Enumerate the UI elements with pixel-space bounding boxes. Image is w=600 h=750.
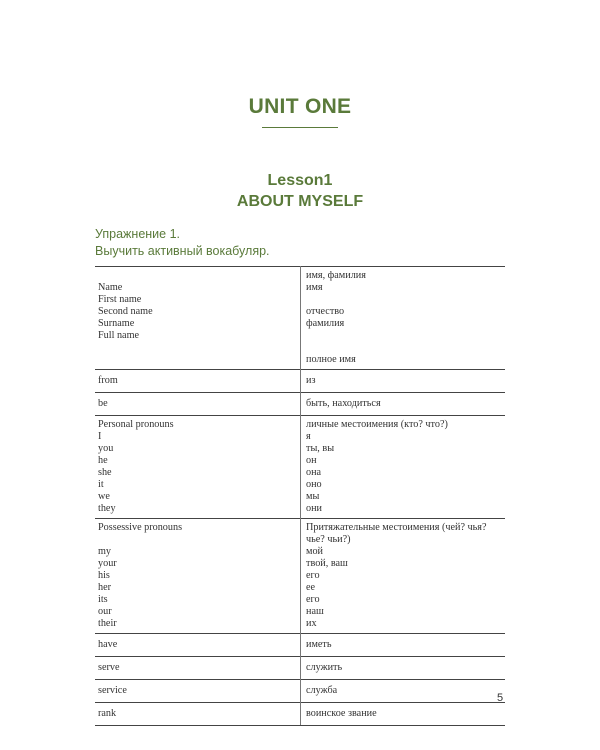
- vocab-row: [95, 393, 505, 416]
- english-term: [98, 534, 300, 546]
- english-term: we: [98, 491, 110, 502]
- russian-term: отчество: [306, 306, 345, 317]
- vocab-row: [95, 680, 505, 703]
- russian-term: фамилия: [306, 318, 345, 329]
- english-term: they: [98, 503, 116, 514]
- vocabulary-table: [95, 266, 505, 726]
- russian-cell: [301, 416, 506, 519]
- english-term: you: [98, 443, 114, 454]
- english-term: he: [98, 455, 108, 466]
- russian-term: его: [306, 570, 320, 581]
- russian-term: служба: [306, 685, 338, 696]
- vocab-row: [95, 703, 505, 726]
- vocab-row: [95, 657, 505, 680]
- russian-term: ее: [306, 582, 316, 593]
- english-term: service: [98, 685, 127, 696]
- unit-title: UNIT ONE: [248, 95, 352, 118]
- russian-cell: [301, 519, 506, 634]
- english-term: his: [98, 570, 110, 581]
- russian-term: наш: [306, 606, 324, 617]
- russian-term: имя: [306, 282, 323, 293]
- russian-term: мы: [306, 491, 320, 502]
- russian-term: имя, фамилия: [306, 270, 366, 281]
- exercise-instruction: Выучить активный вокабуляр.: [95, 244, 270, 258]
- english-term: she: [98, 467, 112, 478]
- russian-term: ты, вы: [306, 443, 335, 454]
- title-underline: [262, 127, 338, 128]
- english-term: your: [98, 558, 117, 569]
- english-term: it: [98, 479, 104, 490]
- russian-term: оно: [306, 479, 322, 490]
- english-term: serve: [98, 662, 120, 673]
- lesson-title: ABOUT MYSELF: [236, 193, 364, 210]
- english-cell: [95, 267, 301, 370]
- russian-term: он: [306, 455, 317, 466]
- vocab-row: [95, 267, 505, 370]
- english-cell: [95, 680, 301, 703]
- russian-term: я: [306, 431, 311, 442]
- russian-term: чье? чьи?): [306, 534, 351, 545]
- english-term: from: [98, 375, 118, 386]
- russian-term: личные местоимения (кто? что?): [306, 419, 448, 430]
- english-term: Possessive pronouns: [98, 522, 183, 533]
- vocab-row: [95, 519, 505, 634]
- english-cell: [95, 416, 301, 519]
- russian-term: из: [306, 375, 316, 386]
- russian-term: она: [306, 467, 322, 478]
- english-term: First name: [98, 294, 142, 305]
- english-term: Full name: [98, 330, 140, 341]
- english-term: my: [98, 546, 112, 557]
- exercise-heading: [95, 226, 270, 260]
- russian-term: служить: [306, 662, 343, 673]
- english-cell: [95, 370, 301, 393]
- english-term: have: [98, 639, 118, 650]
- lesson-number: Lesson1: [267, 172, 333, 189]
- russian-cell: [301, 393, 506, 416]
- russian-term: [306, 294, 505, 306]
- english-term: rank: [98, 708, 117, 719]
- english-term: its: [98, 594, 108, 605]
- russian-term: их: [306, 618, 317, 629]
- russian-term: быть, находиться: [306, 398, 381, 409]
- russian-term: иметь: [306, 639, 332, 650]
- russian-term: воинское звание: [306, 708, 377, 719]
- lesson-heading: [0, 170, 600, 212]
- english-term: their: [98, 618, 117, 629]
- english-term: be: [98, 398, 108, 409]
- russian-term: Притяжательные местоимения (чей? чья?: [306, 522, 487, 533]
- english-term: Name: [98, 282, 123, 293]
- english-term: Surname: [98, 318, 135, 329]
- russian-cell: [301, 370, 506, 393]
- russian-term: его: [306, 594, 320, 605]
- english-cell: [95, 393, 301, 416]
- english-term: [98, 270, 300, 282]
- russian-term: полное имя: [306, 354, 356, 365]
- english-cell: [95, 634, 301, 657]
- english-cell: [95, 657, 301, 680]
- english-term: Second name: [98, 306, 153, 317]
- english-term: her: [98, 582, 112, 593]
- russian-cell: [301, 657, 506, 680]
- english-term: Personal pronouns: [98, 419, 174, 430]
- russian-term: мой: [306, 546, 323, 557]
- russian-term: твой, ваш: [306, 558, 348, 569]
- russian-cell: [301, 680, 506, 703]
- exercise-label: Упражнение 1.: [95, 227, 181, 241]
- russian-cell: [301, 267, 506, 370]
- english-cell: [95, 703, 301, 726]
- russian-cell: [301, 703, 506, 726]
- russian-term: [306, 342, 505, 354]
- english-term: I: [98, 431, 102, 442]
- page-number: 5: [497, 692, 504, 704]
- russian-term: [306, 330, 505, 342]
- english-cell: [95, 519, 301, 634]
- russian-cell: [301, 634, 506, 657]
- english-term: our: [98, 606, 112, 617]
- russian-term: они: [306, 503, 322, 514]
- vocab-row: [95, 634, 505, 657]
- vocab-row: [95, 370, 505, 393]
- vocab-row: [95, 416, 505, 519]
